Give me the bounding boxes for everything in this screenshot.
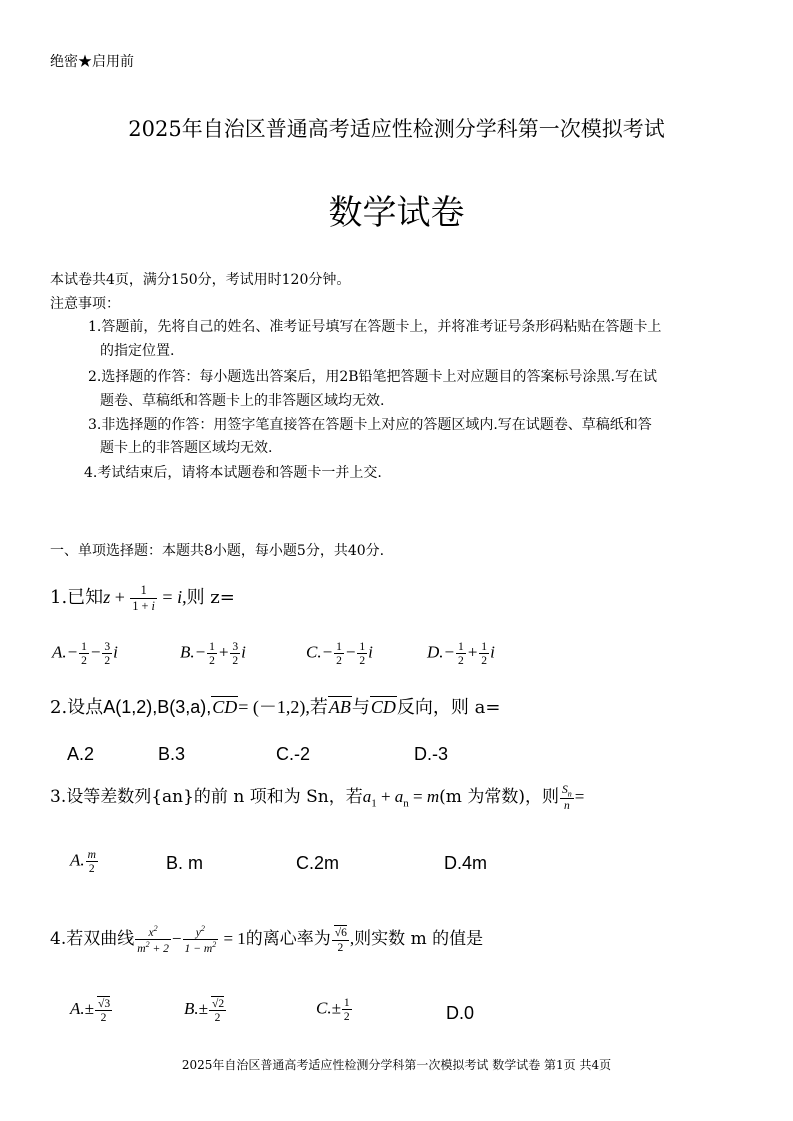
q2-vector-cd: CD — [212, 697, 238, 717]
q4-mid: 的离心率为 — [245, 929, 331, 949]
q3-option-a: A. $\frac{m}{2}$ — [70, 848, 96, 876]
question-2 — [50, 693, 500, 722]
q2-if: 若 — [309, 697, 328, 718]
q1-option-c: C.− $\frac{1}{2}$ − $\frac{1}{2}$ i — [306, 640, 373, 668]
q4-option-c: C.± $\frac{1}{2}$ — [316, 996, 350, 1024]
q1-i: i — [177, 587, 183, 607]
question-1: 1.已知z + $\frac{1}{1 + i}$ = i,则 z= — [50, 583, 235, 613]
q1-option-b: B.− $\frac{1}{2}$ + $\frac{3}{2}$ i — [180, 640, 246, 668]
q2-vector-value: = (－1,2), — [238, 697, 310, 717]
notice-3-line-2: 题卡上的非答题区域均无效. — [100, 440, 273, 456]
exam-summary: 本试卷共4页，满分150分，考试用时120分钟。 — [50, 272, 351, 288]
q2-and: 与 — [351, 697, 370, 718]
q4-suffix: 则实数 m 的值是 — [354, 929, 484, 949]
q3-prefix: 3.设等差数列{an}的前 n 项和为 Sn，若 — [50, 787, 363, 807]
exam-title: 2025年自治区普通高考适应性检测分学科第一次模拟考试 — [128, 117, 665, 141]
q2-direction: 反向，则 a= — [396, 697, 501, 718]
q4-fraction-y: $\frac{y^2}{1 - m^2}$ — [184, 923, 217, 955]
question-3: 3.设等差数列{an}的前 n 项和为 Sn，若$a_1 + a_n = m(m$ 为常数)，则 $\frac{S_n}{n}$ = — [50, 782, 585, 813]
q2-option-b: B.3 — [158, 744, 186, 764]
q4-fraction-x: $\frac{x^2}{m^2 + 2}$ — [137, 923, 169, 955]
notice-4: 4.考试结束后，请将本试题卷和答题卡一并上交. — [84, 465, 382, 481]
q2-vector-ab: AB — [328, 697, 351, 717]
notice-1-line-1: 1.答题前，先将自己的姓名、准考证号填写在答题卡上，并将准考证号条形码粘贴在答题卡上 — [88, 319, 662, 335]
q4-option-d: D.0 — [446, 1003, 475, 1023]
q3-option-d: D.4m — [444, 853, 488, 873]
question-4: 4.若双曲线 $\frac{x^2}{m^2 + 2}$ − $\frac{y^2}{1 - m^2}$ = 1的离心率为 √ $\frac{6}{2}$ ,则实数 m 的值是 — [50, 922, 483, 956]
q3-formula: a — [362, 787, 372, 806]
q2-option-c: C.-2 — [276, 744, 311, 764]
q2-points: A(1,2),B(3,a), — [103, 697, 212, 717]
notice-1-line-2: 的指定位置. — [100, 343, 175, 359]
q4-prefix: 4.若双曲线 — [50, 929, 135, 949]
q1-formula: z — [103, 587, 111, 607]
subject-title: 数学试卷 — [328, 193, 465, 233]
secret-mark: 绝密★启用前 — [50, 54, 134, 70]
q3-condition: (m 为常数)，则 — [439, 787, 559, 807]
section-heading: 一、单项选择题：本题共8小题，每小题5分，共40分. — [50, 543, 385, 559]
q1-suffix: 则 z= — [186, 587, 235, 608]
page-footer: 2025年自治区普通高考适应性检测分学科第一次模拟考试 数学试卷 第1页 共4页 — [181, 1058, 612, 1072]
notice-heading: 注意事项： — [50, 296, 120, 312]
q3-option-c: C.2m — [296, 853, 340, 873]
q1-fraction: $\frac{1}{1 + i}$ — [132, 583, 155, 613]
q2-prefix: 2.设点 — [50, 697, 104, 718]
q3-fraction: $\frac{S_n}{n}$ — [561, 782, 572, 813]
q1-prefix: 1.已知 — [50, 587, 104, 608]
q3-option-b: B. m — [166, 853, 204, 873]
notice-3-line-1: 3.非选择题的作答：用签字笔直接答在答题卡上对应的答题区域内.写在试题卷、草稿纸和答 — [88, 417, 652, 433]
notice-2-line-1: 2.选择题的作答：每小题选出答案后，用2B铅笔把答题卡上对应题目的答案标号涂黑.写在试 — [88, 369, 658, 385]
q2-vector-cd-2: CD — [370, 697, 396, 717]
q2-option-a: A.2 — [67, 744, 95, 764]
notice-2-line-2: 题卷、草稿纸和答题卡上的非答题区域均无效. — [100, 393, 385, 409]
q1-equals: = — [157, 587, 178, 607]
q1-formula-plus: + — [110, 587, 130, 607]
q1-option-a: A.− $\frac{1}{2}$ − $\frac{3}{2}$ i — [52, 640, 118, 668]
q4-eccentricity: √ $\frac{6}{2}$ — [332, 925, 349, 954]
q2-option-d: D.-3 — [414, 744, 449, 764]
q1-option-d: D.− $\frac{1}{2}$ + $\frac{1}{2}$ i — [427, 640, 495, 668]
q4-option-a: A.± √ $\frac{3}{2}$ — [70, 996, 113, 1025]
q4-option-b: B.± √ $\frac{2}{2}$ — [184, 996, 227, 1025]
